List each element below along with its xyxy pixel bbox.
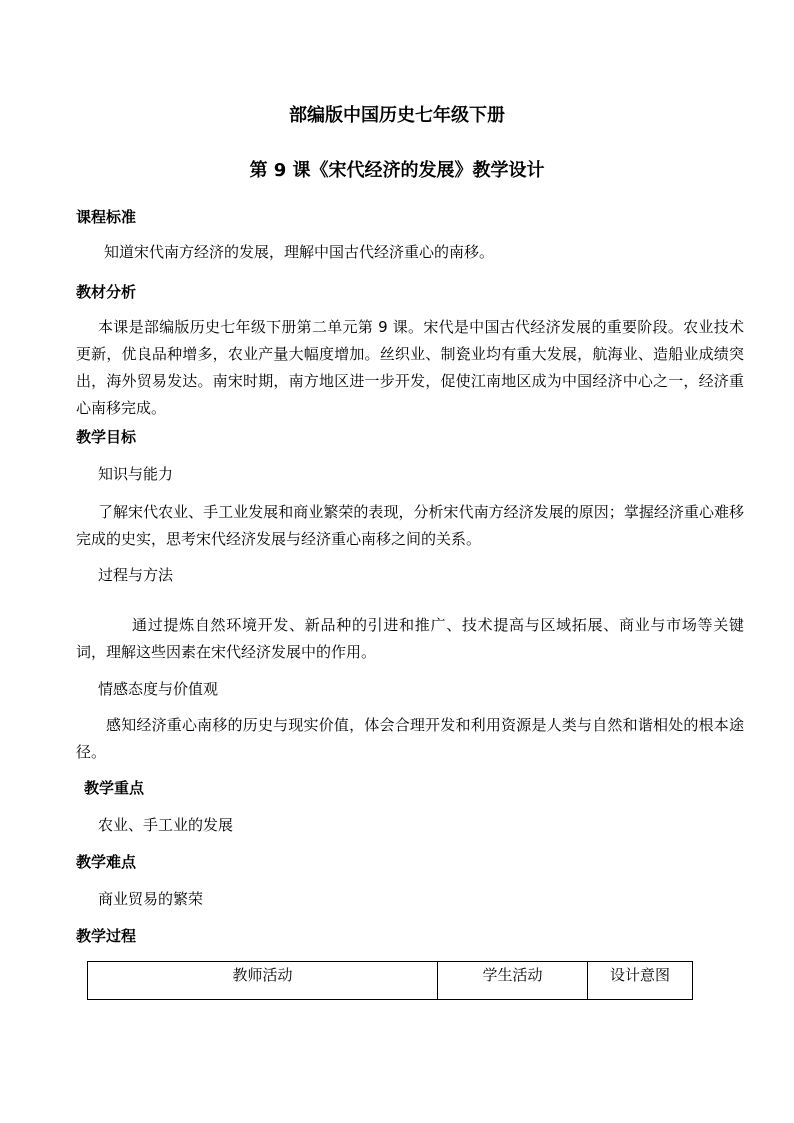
textbook-analysis-heading: 教材分析 xyxy=(76,283,137,301)
student-activity-header: 学生活动 xyxy=(438,962,588,1000)
emotion-values-heading: 情感态度与价值观 xyxy=(98,680,219,698)
lesson-title: 第 9 课《宋代经济的发展》教学设计 xyxy=(249,160,545,181)
teaching-objectives-heading: 教学目标 xyxy=(76,428,137,446)
teacher-activity-header: 教师活动 xyxy=(88,962,438,1000)
teaching-process-heading: 教学过程 xyxy=(76,927,137,945)
key-points-text: 农业、手工业的发展 xyxy=(98,816,234,834)
curriculum-standard-text: 知道宋代南方经济的发展，理解中国古代经济重心的南移。 xyxy=(104,243,495,261)
knowledge-ability-text: 了解宋代农业、手工业发展和商业繁荣的表现，分析宋代南方经济发展的原因；掌握经济重心难移完成的史实，思考宋代经济发展与经济重心南移之间的关系。 xyxy=(76,503,744,548)
table-header-row xyxy=(88,962,693,1000)
document-title: 部编版中国历史七年级下册 xyxy=(289,105,505,126)
curriculum-standard-heading: 课程标准 xyxy=(76,208,137,226)
difficult-points-text: 商业贸易的繁荣 xyxy=(98,890,204,908)
textbook-analysis-text: 本课是部编版历史七年级下册第二单元第 9 课。宋代是中国古代经济发展的重要阶段。农业技术更新，优良品种增多，农业产量大幅度增加。丝织业、制瓷业均有重大发展，航海业、造船业成绩突出，海外贸易发达。南宋时期，南方地区进一步开发，促使江南地区成为中国经济中心之一，经济重心南移完成。 xyxy=(76,318,744,417)
key-points-heading: 教学重点 xyxy=(84,779,145,797)
teaching-process-table xyxy=(87,961,693,1000)
emotion-values-text: 感知经济重心南移的历史与现实价值，体会合理开发和利用资源是人类与自然和谐相处的根本途径。 xyxy=(76,716,744,761)
process-method-heading: 过程与方法 xyxy=(98,566,174,584)
knowledge-ability-heading: 知识与能力 xyxy=(98,465,174,483)
difficult-points-heading: 教学难点 xyxy=(76,853,137,871)
process-method-text: 通过提炼自然环境开发、新品种的引进和推广、技术提高与区域拓展、商业与市场等关键词，理解这些因素在宋代经济发展中的作用。 xyxy=(76,616,744,661)
design-intent-header: 设计意图 xyxy=(588,962,693,1000)
